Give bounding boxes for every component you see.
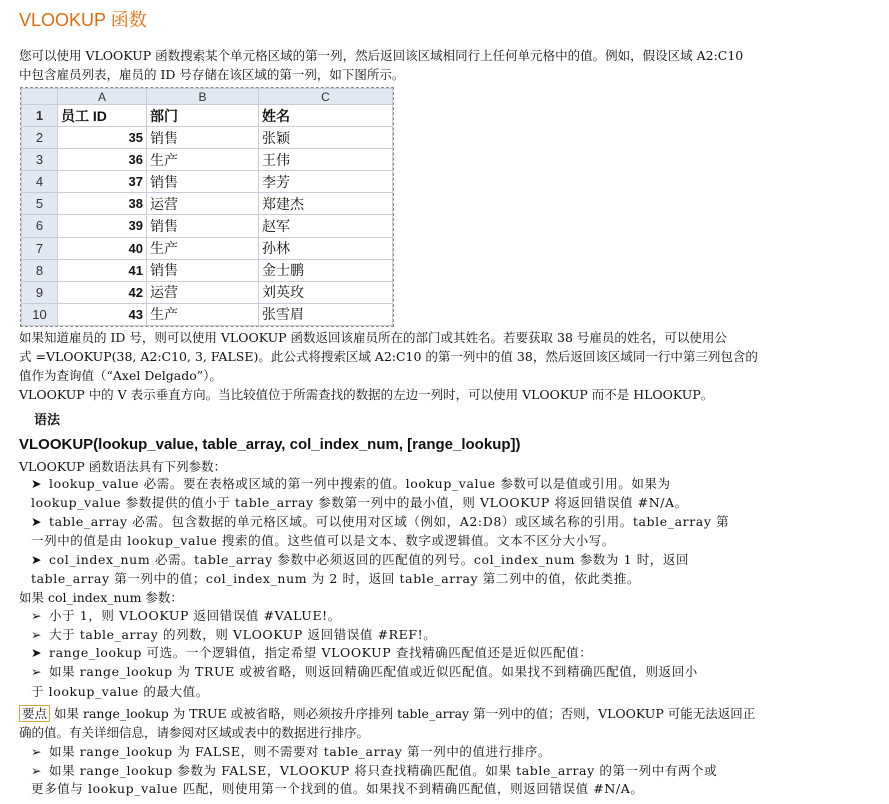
name-cell: 刘英玫 <box>259 281 393 303</box>
intro-line: 您可以使用 VLOOKUP 函数搜索某个单元格区域的第一列，然后返回该区域相同行上任何单元格中的值。例如，假设区域 A2:C10 <box>19 48 744 63</box>
text-line: 式 =VLOOKUP(38, A2:C10, 3, FALSE)。此公式将搜索区域 A2:C10 的第一列中的值 38，然后返回该区域同一行中第三列包含的 <box>19 349 758 364</box>
row-header: 5 <box>22 193 58 215</box>
id-cell: 35 <box>58 127 147 149</box>
employee-spreadsheet <box>20 87 394 327</box>
row-header: 3 <box>22 149 58 171</box>
explanation-paragraph <box>19 328 869 404</box>
sheet-corner <box>22 89 58 105</box>
dept-cell: 销售 <box>147 171 259 193</box>
row-header: 10 <box>22 303 58 325</box>
name-cell: 赵军 <box>259 215 393 237</box>
params-intro: VLOOKUP 函数语法具有下列参数： <box>19 459 227 474</box>
id-cell: 41 <box>58 259 147 281</box>
row-header: 1 <box>22 105 58 127</box>
table-header-cell: 部门 <box>147 105 259 127</box>
false-bullet-list: ➢ 如果 range_lookup 为 FALSE，则不需要对 table_array 第一列中的值进行排序。 ➢ 如果 range_lookup 参数为 FALSE，VLOOKUP 将只查找精确匹配值。如果 table_array 的第一列中有两个或 更多值与 lookup_value 匹配，则使用第一个找到的值。如果找不到精确匹配值，则返回错误值 #N/A。 <box>31 744 718 796</box>
name-cell: 张雪眉 <box>259 303 393 325</box>
dept-cell: 生产 <box>147 237 259 259</box>
chevron-bullet-icon: ➢ <box>31 744 43 759</box>
intro-paragraph <box>19 46 869 84</box>
dept-cell: 销售 <box>147 215 259 237</box>
name-cell: 郑建杰 <box>259 193 393 215</box>
col-index-condition: 如果 col_index_num 参数： <box>19 590 183 605</box>
intro-line: 中包含雇员列表，雇员的 ID 号存储在该区域的第一列，如下图所示。 <box>19 67 405 82</box>
dept-cell: 销售 <box>147 127 259 149</box>
id-cell: 36 <box>58 149 147 171</box>
table-header-cell: 员工 ID <box>58 105 147 127</box>
arrow-bullet-icon: ➤ <box>31 645 43 660</box>
text-line: VLOOKUP 中的 V 表示垂直方向。当比较值位于所需查找的数据的左边一列时，可以使用 VLOOKUP 而不是 HLOOKUP。 <box>19 387 714 402</box>
col-bullet-list: ➢ 小于 1，则 VLOOKUP 返回错误值 #VALUE!。 ➢ 大于 table_array 的列数，则 VLOOKUP 返回错误值 #REF!。 ➤ range_lookup 可选。一个逻辑值，指定希望 VLOOKUP 查找精确匹配值还是近似匹配值： ➢ 如果 range_lookup 为 TRUE 或被省略，则返回精确匹配值或近似匹配值。如果找不到精确匹配值，则返回小 <box>31 607 861 681</box>
param-col-index-num: ➤ col_index_num 必需。table_array 参数中必须返回的匹配值的列号。col_index_num 参数为 1 时，返回 table_array 第一列中的值；col_index_num 为 2 时，返回 table_array 第二列中的值，依此类推。 <box>31 552 690 586</box>
row-header: 4 <box>22 171 58 193</box>
section-heading-syntax: 语法 <box>34 413 61 428</box>
id-cell: 40 <box>58 237 147 259</box>
row-header: 9 <box>22 281 58 303</box>
row-header: 2 <box>22 127 58 149</box>
param-lookup-value: ➤ lookup_value 必需。要在表格或区域的第一列中搜索的值。lookup_value 参数可以是值或引用。如果为 lookup_value 参数提供的值小于 table_array 参数第一列中的最小值，则 VLOOKUP 将返回错误值 #N/A。 <box>31 476 688 510</box>
name-cell: 孙林 <box>259 237 393 259</box>
page-title: VLOOKUP 函数 <box>19 10 147 30</box>
important-note: 要点 如果 range_lookup 为 TRUE 或被省略，则必须按升序排列 table_array 第一列中的值；否则，VLOOKUP 可能无法返回正 确的值。有关详细信息，请参阅对区域或表中的数据进行排序。 <box>19 706 756 740</box>
text-line: 值作为查询值（“Axel Delgado”）。 <box>19 368 222 383</box>
param-table-array: ➤ table_array 必需。包含数据的单元格区域。可以使用对区域（例如，A2:D8）或区域名称的引用。table_array 第 一列中的值是由 lookup_value 搜索的值。这些值可以是文本、数字或逻辑值。文本不区分大小写。 <box>31 514 730 548</box>
row-header: 7 <box>22 237 58 259</box>
dept-cell: 生产 <box>147 149 259 171</box>
name-cell: 李芳 <box>259 171 393 193</box>
dept-cell: 生产 <box>147 303 259 325</box>
chevron-bullet-icon: ➢ <box>31 762 43 778</box>
column-header: C <box>259 89 393 105</box>
id-cell: 38 <box>58 193 147 215</box>
chevron-bullet-icon: ➢ <box>31 626 43 642</box>
id-cell: 39 <box>58 215 147 237</box>
arrow-bullet-icon: ➤ <box>31 552 43 567</box>
id-cell: 37 <box>58 171 147 193</box>
text-line: 如果知道雇员的 ID 号，则可以使用 VLOOKUP 函数返回该雇员所在的部门或其姓名。若要获取 38 号雇员的姓名，可以使用公 <box>19 330 727 345</box>
id-cell: 42 <box>58 281 147 303</box>
dept-cell: 运营 <box>147 281 259 303</box>
arrow-bullet-icon: ➤ <box>31 514 43 529</box>
column-header: A <box>58 89 147 105</box>
note-badge: 要点 <box>19 705 50 722</box>
row-header: 6 <box>22 215 58 237</box>
column-header: B <box>147 89 259 105</box>
arrow-bullet-icon: ➤ <box>31 476 43 491</box>
dept-cell: 运营 <box>147 193 259 215</box>
id-cell: 43 <box>58 303 147 325</box>
name-cell: 金士鹏 <box>259 259 393 281</box>
name-cell: 张颖 <box>259 127 393 149</box>
name-cell: 王伟 <box>259 149 393 171</box>
row-header: 8 <box>22 259 58 281</box>
dept-cell: 销售 <box>147 259 259 281</box>
chevron-bullet-icon: ➢ <box>31 663 43 679</box>
syntax-signature: VLOOKUP(lookup_value, table_array, col_index_num, [range_lookup]) <box>19 436 521 453</box>
range-bullet-continuation: 于 lookup_value 的最大值。 <box>31 684 209 699</box>
chevron-bullet-icon: ➢ <box>31 608 43 623</box>
table-header-cell: 姓名 <box>259 105 393 127</box>
